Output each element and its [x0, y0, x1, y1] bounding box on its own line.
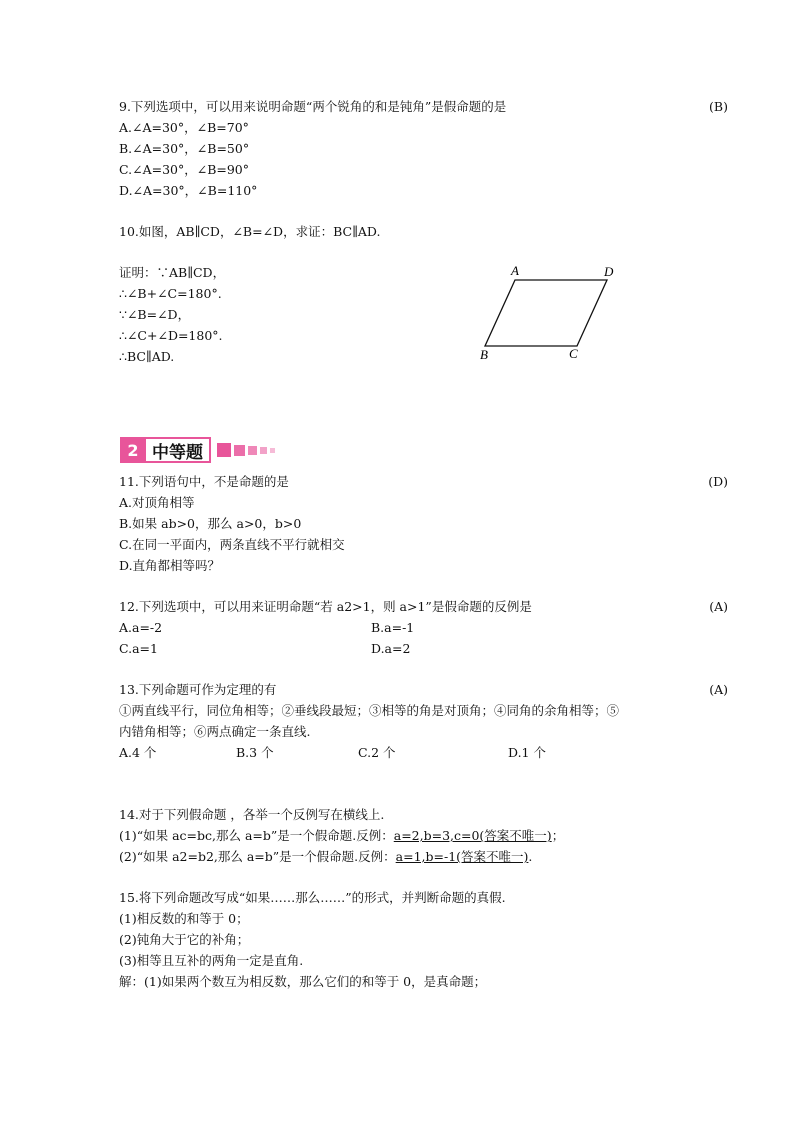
- q14-item-1-answer: a=2,b=3,c=0(答案不唯一): [393, 828, 552, 843]
- decor-square-icon: [234, 445, 245, 456]
- q13-stem: 13.下列命题可作为定理的有: [119, 682, 277, 697]
- q13-body: 内错角相等；⑥两点确定一条直线.: [119, 724, 311, 739]
- q13-answer: (A): [709, 682, 728, 697]
- section-title: 中等题: [146, 437, 211, 463]
- q14-item-1-prefix: (1)“如果 ac=bc,那么 a=b”是一个假命题.反例：: [119, 828, 394, 843]
- q12-option-b: B.a=-1: [371, 620, 415, 635]
- decor-square-icon: [270, 448, 275, 453]
- q13-option-d: D.1 个: [508, 745, 546, 760]
- decor-square-icon: [260, 447, 267, 454]
- q15-item: (1)相反数的和等于 0；: [119, 911, 249, 926]
- q9-option-c: C.∠A=30°，∠B=90°: [119, 162, 250, 177]
- q11-option-d: D.直角都相等吗？: [119, 558, 221, 573]
- q15-item: (3)相等且互补的两角一定是直角.: [119, 953, 304, 968]
- q9-answer: (B): [709, 99, 728, 114]
- q14-item-2-prefix: (2)“如果 a2=b2,那么 a=b”是一个假命题.反例：: [119, 849, 396, 864]
- q14-item-1: [119, 828, 564, 844]
- q11-answer: (D): [708, 474, 728, 489]
- q14-stem: 14.对于下列假命题 ，各举一个反例写在横线上.: [119, 807, 385, 822]
- q15-stem: 15.将下列命题改写成“如果……那么……”的形式，并判断命题的真假.: [119, 890, 506, 905]
- q12-answer: (A): [709, 599, 728, 614]
- parallelogram-diagram: [476, 262, 626, 367]
- decor-square-icon: [217, 443, 231, 457]
- q14-item-2: [119, 849, 532, 865]
- q15-item: (2)钝角大于它的补角；: [119, 932, 250, 947]
- q13-option-c: C.2 个: [358, 745, 396, 760]
- q13-body: ①两直线平行，同位角相等；②垂线段最短；③相等的角是对顶角；④同角的余角相等；⑤: [119, 703, 620, 718]
- q11-option-b: B.如果 ab>0，那么 a>0，b>0: [119, 516, 302, 531]
- decor-square-icon: [248, 446, 257, 455]
- q12-option-c: C.a=1: [119, 641, 158, 656]
- q9-stem: 9.下列选项中，可以用来说明命题“两个锐角的和是钝角”是假命题的是: [119, 99, 507, 114]
- q10-proof-line: ∵∠B=∠D，: [119, 307, 191, 322]
- q12-option-a: A.a=-2: [119, 620, 163, 635]
- q15-solution: 解：(1)如果两个数互为相反数，那么它们的和等于 0，是真命题；: [119, 974, 487, 989]
- vertex-label-c: C: [569, 346, 578, 361]
- q14-item-1-suffix: ；: [551, 828, 565, 843]
- q9-option-d: D.∠A=30°，∠B=110°: [119, 183, 258, 198]
- q10-proof-line: ∴BC∥AD.: [119, 349, 175, 364]
- vertex-label-b: B: [480, 347, 488, 362]
- vertex-label-d: D: [604, 264, 614, 279]
- q12-option-d: D.a=2: [371, 641, 411, 656]
- vertex-label-a: A: [511, 263, 519, 278]
- q11-option-c: C.在同一平面内，两条直线不平行就相交: [119, 537, 345, 552]
- q10-stem: 10.如图，AB∥CD，∠B=∠D，求证：BC∥AD.: [119, 224, 381, 239]
- q13-option-b: B.3 个: [236, 745, 274, 760]
- section-header: [120, 437, 275, 463]
- q14-item-2-answer: a=1,b=-1(答案不唯一): [395, 849, 529, 864]
- q9-option-a: A.∠A=30°，∠B=70°: [119, 120, 249, 135]
- q11-stem: 11.下列语句中，不是命题的是: [119, 474, 289, 489]
- q10-proof-line: 证明：∵AB∥CD，: [119, 265, 226, 280]
- q10-proof-line: ∴∠B+∠C=180°.: [119, 286, 222, 301]
- q14-item-2-suffix: .: [528, 849, 533, 864]
- q13-option-a: A.4 个: [119, 745, 157, 760]
- q10-proof-line: ∴∠C+∠D=180°.: [119, 328, 223, 343]
- q9-option-b: B.∠A=30°，∠B=50°: [119, 141, 250, 156]
- q11-option-a: A.对顶角相等: [119, 495, 195, 510]
- q12-stem: 12.下列选项中，可以用来证明命题“若 a2>1，则 a>1”是假命题的反例是: [119, 599, 532, 614]
- section-number: 2: [120, 437, 146, 463]
